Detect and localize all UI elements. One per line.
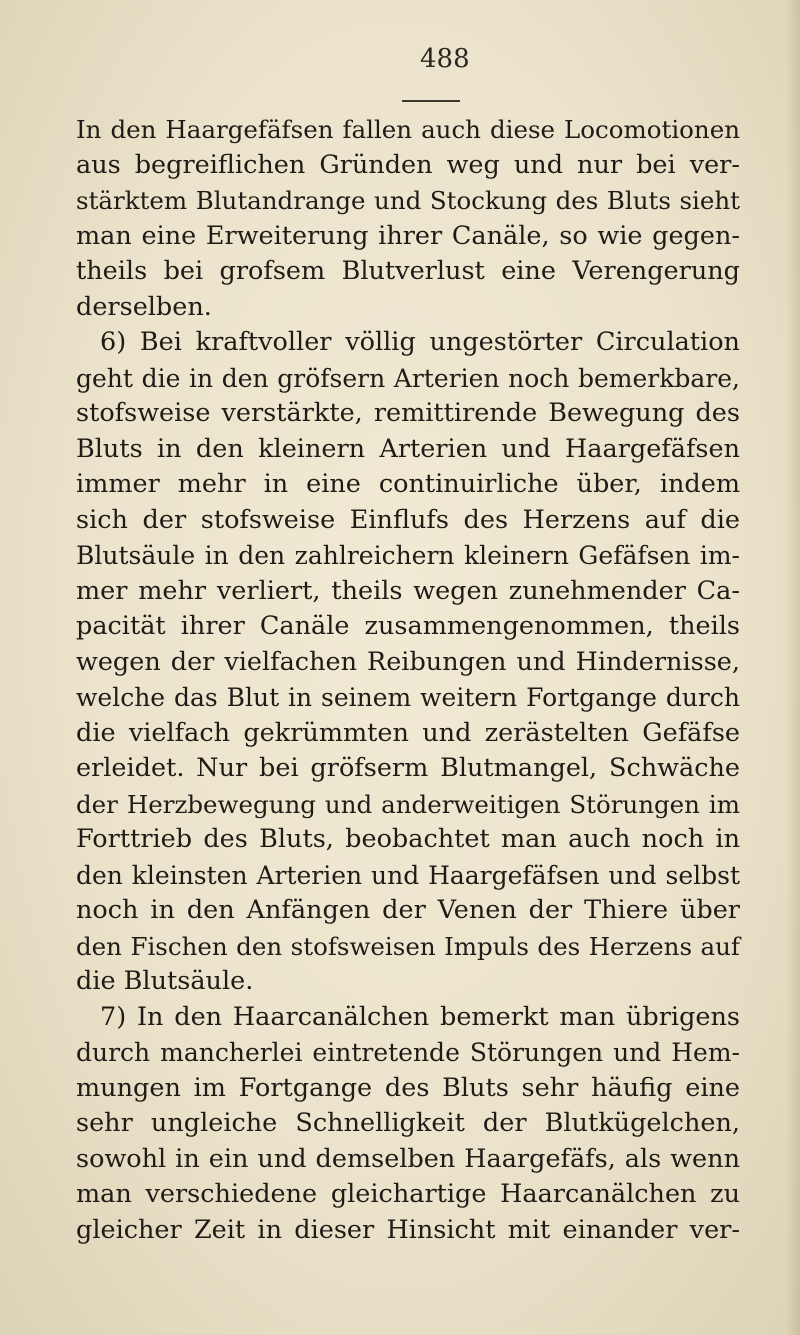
text-line: 7) In den Haarcanälchen bemerkt man übrigens — [100, 1001, 740, 1032]
text-line: welche das Blut in seinem weitern Fortgange durch — [76, 683, 740, 712]
text-line: sich der stofsweise Einflufs des Herzens auf die — [76, 504, 740, 535]
text-line: der Herzbewegung und anderweitigen Störungen im — [76, 789, 740, 819]
body-text — [76, 112, 740, 1248]
text-line: wegen der vielfachen Reibungen und Hindernisse, — [76, 646, 740, 677]
text-line: durch mancherlei eintretende Störungen und Hem- — [76, 1038, 740, 1067]
text-line: theils bei grofsem Blutverlust eine Verengerung — [76, 256, 740, 286]
text-line: die vielfach gekrümmten und zerästelten Gefäfse — [76, 717, 740, 748]
text-line: die Blutsäule. — [76, 966, 254, 996]
text-line: 6) Bei kraftvoller völlig ungestörter Circulation — [100, 327, 740, 357]
text-line: man eine Erweiterung ihrer Canäle, so wie gegen- — [76, 220, 740, 251]
text-line: gleicher Zeit in dieser Hinsicht mit einander ver- — [76, 1214, 740, 1245]
text-line: Forttrieb des Bluts, beobachtet man auch noch in — [76, 824, 740, 854]
page-number-underline — [402, 100, 460, 102]
text-line: Bluts in den kleinern Arterien und Haargefäfsen — [76, 433, 740, 464]
text-line: mungen im Fortgange des Bluts sehr häufig eine — [76, 1072, 740, 1103]
text-line: Blutsäule in den zahlreichern kleinern Gefäfsen im- — [76, 541, 740, 570]
text-line: den kleinsten Arterien und Haargefäfsen und selbst — [76, 860, 740, 890]
text-line: man verschiedene gleichartige Haarcanälchen zu — [76, 1179, 740, 1209]
text-line: In den Haargefäfsen fallen auch diese Locomotionen — [76, 115, 740, 144]
text-line: mer mehr verliert, theils wegen zunehmender Ca- — [76, 575, 740, 606]
page-edge-shadow — [786, 0, 800, 1335]
text-line: stärktem Blutandrange und Stockung des Bluts sieht — [76, 186, 740, 215]
text-line: geht die in den gröfsern Arterien noch bemerkbare, — [76, 363, 740, 393]
text-line: erleidet. Nur bei gröfserm Blutmangel, Schwäche — [76, 753, 740, 783]
text-line: derselben. — [76, 291, 212, 322]
text-line: aus begreiflichen Gründen weg und nur bei ver- — [76, 149, 740, 180]
page-number: 488 — [420, 44, 470, 74]
text-line: stofsweise verstärkte, remittirende Bewegung des — [76, 398, 740, 428]
text-line: den Fischen den stofsweisen Impuls des Herzens auf — [76, 931, 740, 961]
text-line: sowohl in ein und demselben Haargefäfs, als wenn — [76, 1143, 740, 1174]
text-line: immer mehr in eine continuirliche über, indem — [76, 469, 740, 499]
text-line: pacität ihrer Canäle zusammengenommen, theils — [76, 611, 740, 641]
text-line: noch in den Anfängen der Venen der Thiere über — [76, 895, 740, 925]
text-line: sehr ungleiche Schnelligkeit der Blutkügelchen, — [76, 1108, 740, 1138]
